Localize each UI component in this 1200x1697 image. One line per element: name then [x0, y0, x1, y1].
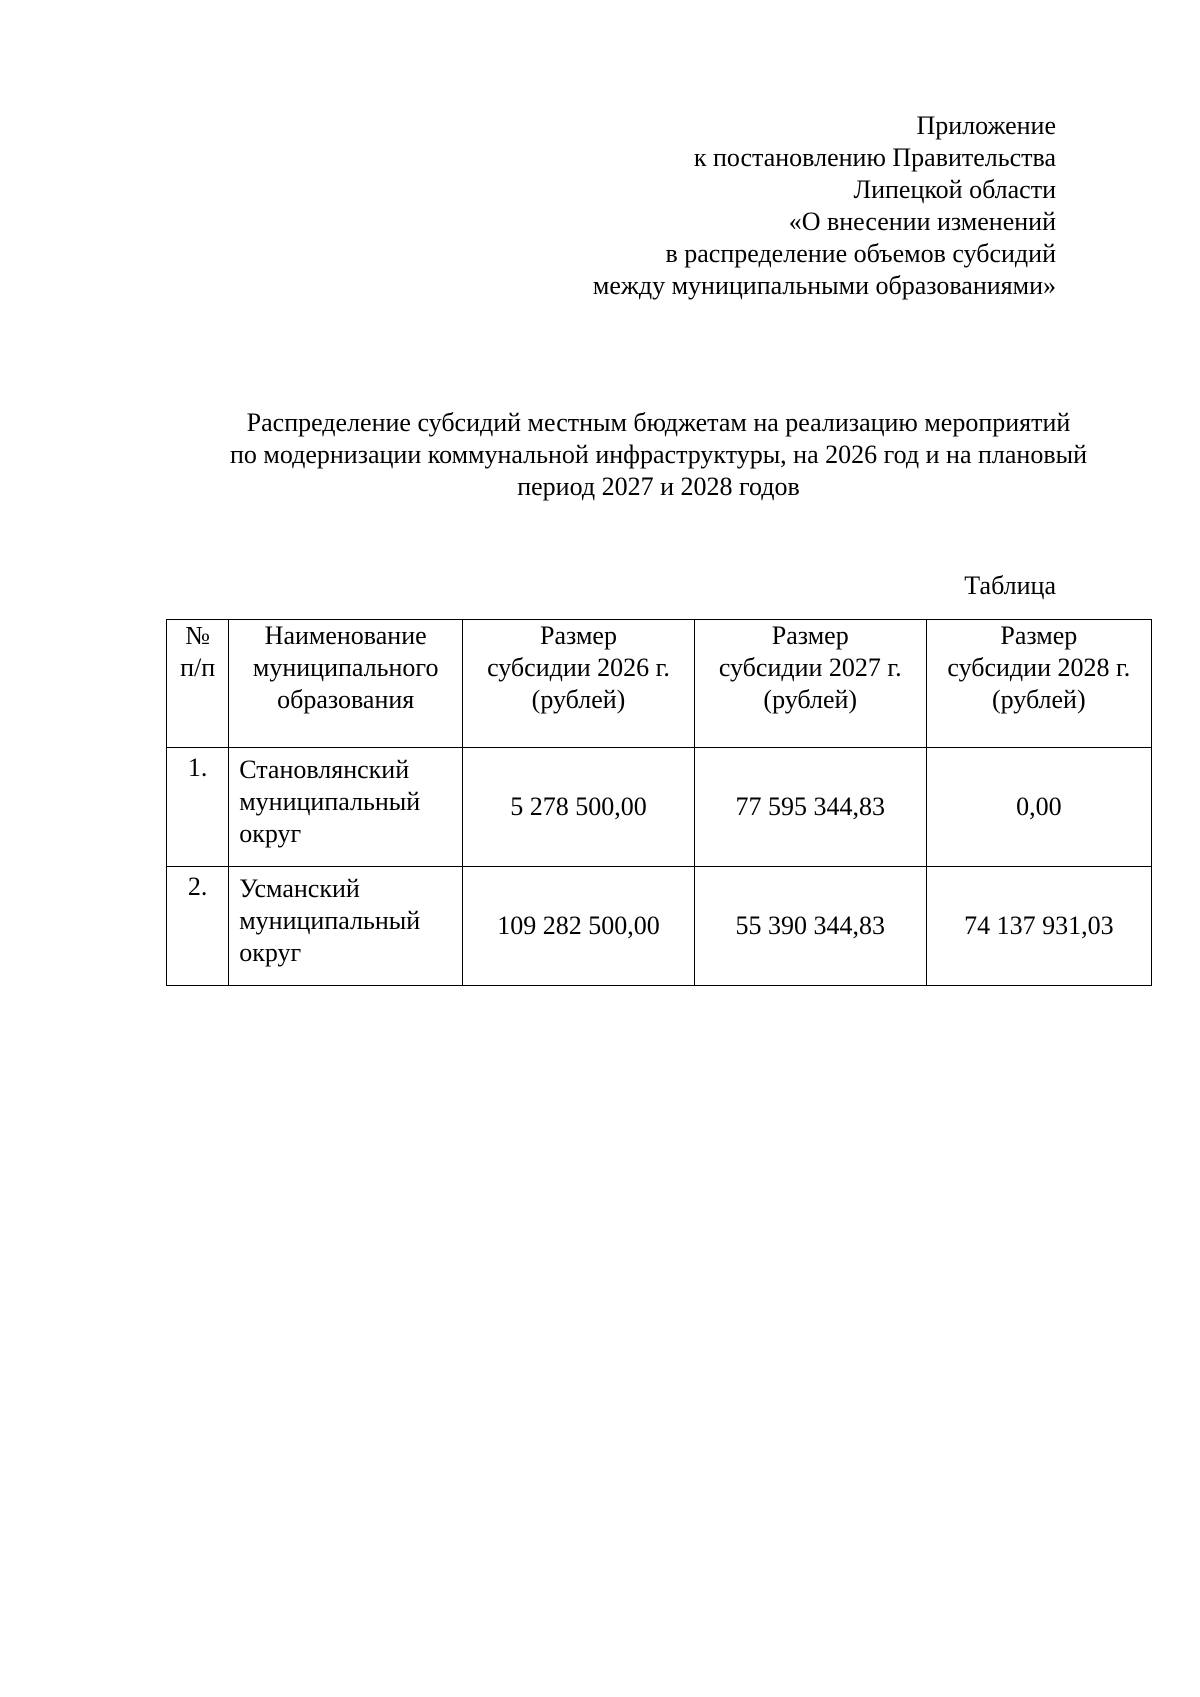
subsidy-2027-value: 77 595 344,83 — [694, 748, 926, 867]
table-header — [167, 620, 1152, 748]
header-line: (рублей) — [991, 685, 1086, 714]
header-line: субсидии 2026 г. — [487, 653, 670, 682]
name-line: Усманский — [239, 874, 360, 903]
header-line: субсидии 2027 г. — [718, 653, 902, 682]
subsidy-2028-value: 0,00 — [926, 748, 1151, 867]
subsidy-2028-value: 74 137 931,03 — [926, 867, 1151, 986]
header-line: Размер — [1000, 621, 1078, 650]
header-line: муниципального — [252, 653, 439, 682]
name-line: муниципальный — [239, 906, 421, 935]
header-line: субсидии 2028 г. — [947, 653, 1131, 682]
name-line: Становлянский — [239, 755, 410, 784]
header-line: (рублей) — [763, 685, 858, 714]
header-number — [167, 620, 229, 748]
header-line: Размер — [540, 621, 617, 650]
table-body — [167, 748, 1152, 986]
subsidy-table — [166, 619, 1152, 986]
appendix-line: к постановлению Правительства — [693, 143, 1056, 172]
table-row — [167, 748, 1152, 867]
header-line: № — [185, 621, 211, 650]
name-line: муниципальный — [239, 787, 421, 816]
title-line: по модернизации коммунальной инфраструктуры, на 2026 год и на плановый — [229, 440, 1088, 469]
title-line: период 2027 и 2028 годов — [517, 472, 800, 501]
subsidy-2026-value: 5 278 500,00 — [463, 748, 695, 867]
header-row — [167, 620, 1152, 748]
municipality-name — [229, 867, 463, 986]
header-line: образования — [277, 685, 415, 714]
header-subsidy-2028 — [926, 620, 1151, 748]
table-caption: Таблица — [964, 571, 1056, 600]
header-line: Наименование — [264, 621, 427, 650]
appendix-line: в распределение объемов субсидий — [665, 239, 1056, 268]
title-line: Распределение субсидий местным бюджетам на реализацию мероприятий — [246, 408, 1071, 437]
table-row — [167, 867, 1152, 986]
header-line: п/п — [180, 653, 216, 682]
subsidy-2026-value: 109 282 500,00 — [463, 867, 695, 986]
appendix-line: Липецкой области — [853, 175, 1056, 204]
document-title — [166, 407, 1151, 503]
header-municipality — [229, 620, 463, 748]
municipality-name — [229, 748, 463, 867]
header-line: Размер — [771, 621, 849, 650]
appendix-line: между муниципальными образованиями» — [592, 271, 1056, 300]
name-line: округ — [239, 819, 302, 848]
appendix-block — [356, 110, 1056, 302]
subsidy-2027-value: 55 390 344,83 — [694, 867, 926, 986]
header-line: (рублей) — [531, 685, 626, 714]
row-number: 2. — [167, 867, 229, 986]
appendix-line: «О внесении изменений — [788, 207, 1056, 236]
header-subsidy-2026 — [463, 620, 695, 748]
name-line: округ — [239, 938, 302, 967]
appendix-line: Приложение — [916, 111, 1056, 140]
row-number: 1. — [167, 748, 229, 867]
header-subsidy-2027 — [694, 620, 926, 748]
